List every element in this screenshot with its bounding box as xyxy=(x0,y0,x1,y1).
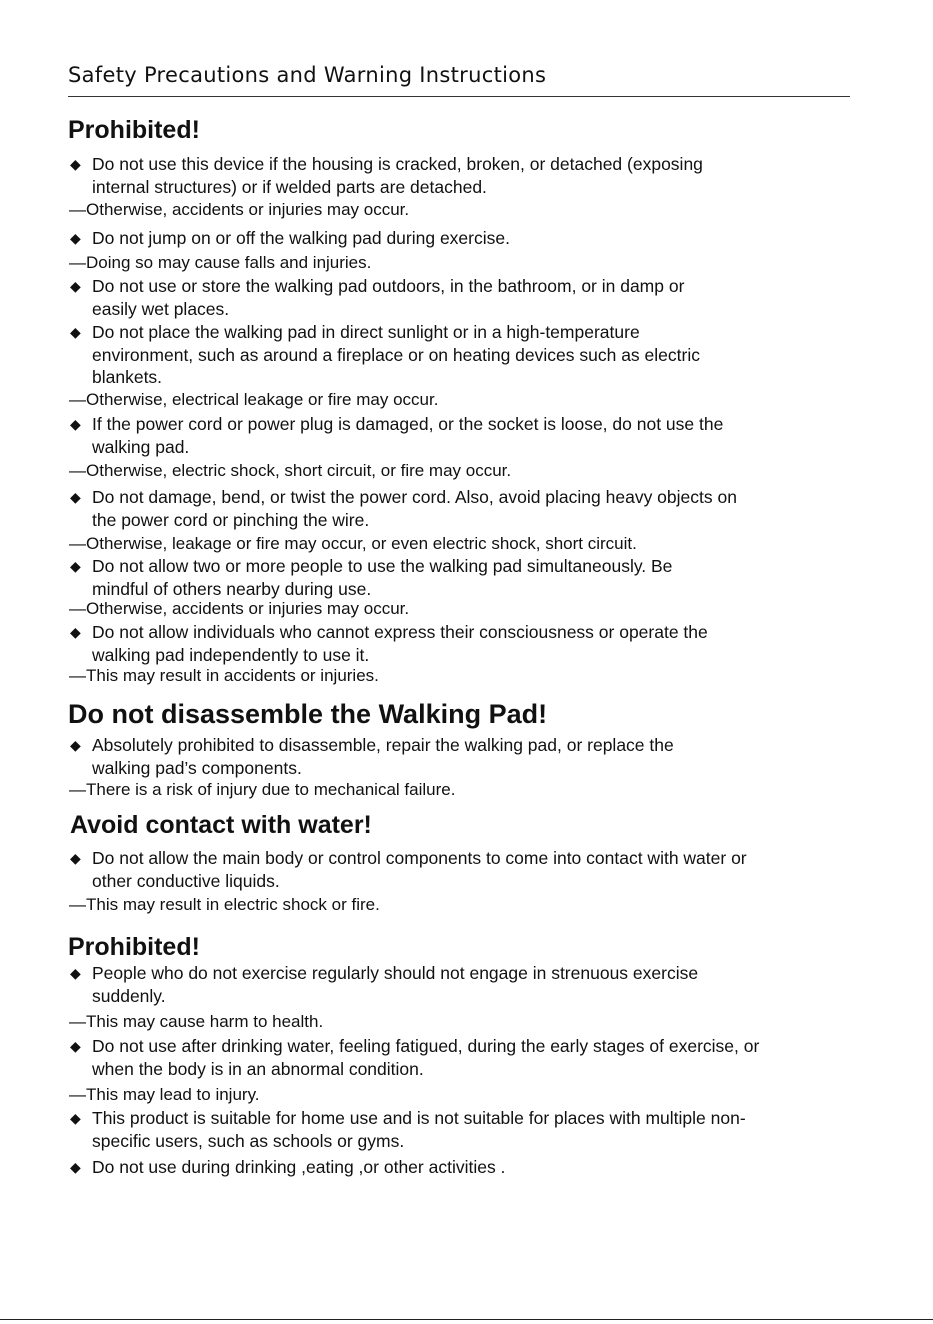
list-item xyxy=(70,962,850,1007)
warning-note: —Otherwise, electric shock, short circuit, or fire may occur. xyxy=(69,461,512,480)
page-title: Safety Precautions and Warning Instructions xyxy=(68,63,547,87)
diamond-bullet-icon: ◆ xyxy=(70,416,81,432)
warning-note: —Otherwise, accidents or injuries may occur. xyxy=(69,599,410,618)
diamond-bullet-icon: ◆ xyxy=(70,1159,81,1175)
diamond-bullet-icon: ◆ xyxy=(70,1038,81,1054)
page-bottom-divider xyxy=(0,1319,933,1320)
diamond-bullet-icon: ◆ xyxy=(70,278,81,294)
bullet-text: Do not place the walking pad in direct sunlight or in a high-temperature environment, such as around a fireplace or on heating devices such as electric blankets. xyxy=(92,322,700,387)
section-title-prohibited: Prohibited! xyxy=(68,933,200,961)
diamond-bullet-icon: ◆ xyxy=(70,558,81,574)
list-item xyxy=(70,321,850,389)
warning-note: —Otherwise, leakage or fire may occur, or even electric shock, short circuit. xyxy=(69,534,637,553)
list-item xyxy=(70,1035,850,1080)
page-header xyxy=(68,61,850,97)
section-title-prohibited: Prohibited! xyxy=(68,116,200,144)
diamond-bullet-icon: ◆ xyxy=(70,624,81,640)
diamond-bullet-icon: ◆ xyxy=(70,965,81,981)
bullet-text: This product is suitable for home use and is not suitable for places with multiple non- specific users, such as schools or gyms. xyxy=(92,1108,746,1151)
section-title-do-not-disassemble: Do not disassemble the Walking Pad! xyxy=(68,699,548,729)
diamond-bullet-icon: ◆ xyxy=(70,489,81,505)
bullet-text: Do not use or store the walking pad outdoors, in the bathroom, or in damp or easily wet places. xyxy=(92,276,685,319)
bullet-text: Do not use after drinking water, feeling fatigued, during the early stages of exercise, or when the body is in an abnormal condition. xyxy=(92,1036,760,1079)
warning-note: —This may result in electric shock or fire. xyxy=(69,895,380,914)
list-item xyxy=(70,486,850,531)
warning-note: —This may lead to injury. xyxy=(69,1085,260,1104)
warning-note: —Otherwise, electrical leakage or fire may occur. xyxy=(69,390,439,409)
list-item xyxy=(70,275,850,320)
warning-note: —Doing so may cause falls and injuries. xyxy=(69,253,372,272)
warning-note: —This may result in accidents or injuries. xyxy=(69,666,379,685)
list-item xyxy=(70,413,850,458)
bullet-text: Do not damage, bend, or twist the power cord. Also, avoid placing heavy objects on the power cord or pinching the wire. xyxy=(92,487,737,530)
warning-note: —This may cause harm to health. xyxy=(69,1012,324,1031)
section-title-avoid-water: Avoid contact with water! xyxy=(70,811,372,839)
diamond-bullet-icon: ◆ xyxy=(70,324,81,340)
list-item xyxy=(70,1107,850,1152)
list-item xyxy=(70,621,850,666)
warning-note: —Otherwise, accidents or injuries may occur. xyxy=(69,200,410,219)
warning-note: —There is a risk of injury due to mechanical failure. xyxy=(69,780,456,799)
list-item xyxy=(70,847,850,892)
bullet-text: People who do not exercise regularly should not engage in strenuous exercise suddenly. xyxy=(92,963,699,1006)
bullet-text: Do not use during drinking ,eating ,or other activities . xyxy=(92,1157,506,1177)
bullet-text: Do not allow individuals who cannot express their consciousness or operate the walking pad independently to use it. xyxy=(92,622,708,665)
diamond-bullet-icon: ◆ xyxy=(70,1110,81,1126)
bullet-text: Absolutely prohibited to disassemble, repair the walking pad, or replace the walking pad’s components. xyxy=(92,735,674,778)
list-item xyxy=(70,227,850,250)
bullet-text: Do not allow the main body or control components to come into contact with water or other conductive liquids. xyxy=(92,848,747,891)
list-item xyxy=(70,555,850,600)
list-item xyxy=(70,1156,850,1179)
bullet-text: If the power cord or power plug is damaged, or the socket is loose, do not use the walking pad. xyxy=(92,414,724,457)
bullet-text: Do not use this device if the housing is cracked, broken, or detached (exposing internal structures) or if welded parts are detached. xyxy=(92,154,703,197)
bullet-text: Do not allow two or more people to use the walking pad simultaneously. Be mindful of others nearby during use. xyxy=(92,556,673,599)
diamond-bullet-icon: ◆ xyxy=(70,230,81,246)
list-item xyxy=(70,734,850,779)
bullet-text: Do not jump on or off the walking pad during exercise. xyxy=(92,228,510,248)
list-item xyxy=(70,153,850,198)
diamond-bullet-icon: ◆ xyxy=(70,850,81,866)
diamond-bullet-icon: ◆ xyxy=(70,737,81,753)
diamond-bullet-icon: ◆ xyxy=(70,156,81,172)
